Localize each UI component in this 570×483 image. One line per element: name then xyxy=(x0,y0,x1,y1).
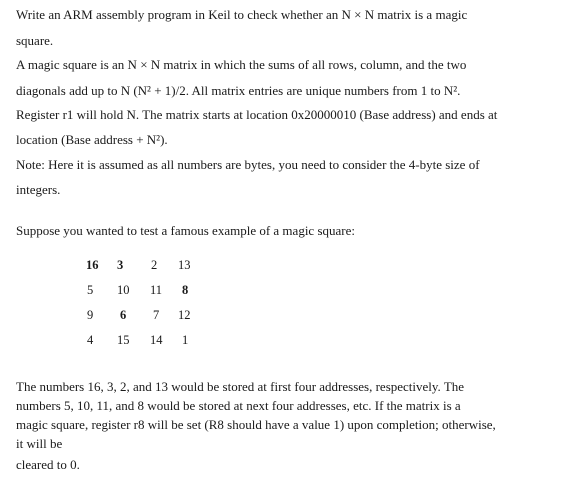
matrix-cell: 16 xyxy=(86,258,99,272)
matrix-cell: 3 xyxy=(117,258,124,272)
matrix-cell: 1 xyxy=(182,333,189,347)
matrix-cell: 8 xyxy=(182,283,189,297)
matrix-cell: 2 xyxy=(151,258,158,272)
intro-line-7: Note: Here it is assumed as all numbers are bytes, you need to consider the 4-byte size of xyxy=(16,157,480,172)
intro-line-4: diagonals add up to N (N² + 1)/2. All matrix entries are unique numbers from 1 to N². xyxy=(16,83,461,98)
intro-line-1: Write an ARM assembly program in Keil to check whether an N × N matrix is a magic xyxy=(16,7,468,22)
matrix-cell: 7 xyxy=(153,308,160,322)
matrix-cell: 10 xyxy=(117,283,130,297)
matrix-cell: 6 xyxy=(120,308,127,322)
matrix-cell: 12 xyxy=(178,308,191,322)
intro-line-8: integers. xyxy=(16,182,61,197)
intro-line-6: location (Base address + N²). xyxy=(16,132,168,147)
closing-line-2: numbers 5, 10, 11, and 8 would be stored at next four addresses, etc. If the matrix is a xyxy=(16,398,461,413)
closing-line-1: The numbers 16, 3, 2, and 13 would be stored at first four addresses, respectively. The xyxy=(16,379,465,394)
matrix-cell: 11 xyxy=(150,283,163,297)
matrix-cell: 9 xyxy=(87,308,94,322)
matrix-cell: 5 xyxy=(87,283,94,297)
matrix-cell: 14 xyxy=(150,333,163,347)
example-intro: Suppose you wanted to test a famous example of a magic square: xyxy=(16,223,355,238)
intro-line-2: square. xyxy=(16,33,54,48)
matrix-cell: 15 xyxy=(117,333,130,347)
intro-line-3: A magic square is an N × N matrix in which the sums of all rows, column, and the two xyxy=(16,57,467,72)
closing-line-4: it will be xyxy=(16,436,63,451)
matrix-cell: 4 xyxy=(87,333,94,347)
closing-line-3: magic square, register r8 will be set (R8 should have a value 1) upon completion; otherwise, xyxy=(16,417,496,432)
closing-line-5: cleared to 0. xyxy=(16,457,80,472)
intro-line-5: Register r1 will hold N. The matrix starts at location 0x20000010 (Base address) and ends at xyxy=(16,107,498,122)
matrix-cell: 13 xyxy=(178,258,191,272)
